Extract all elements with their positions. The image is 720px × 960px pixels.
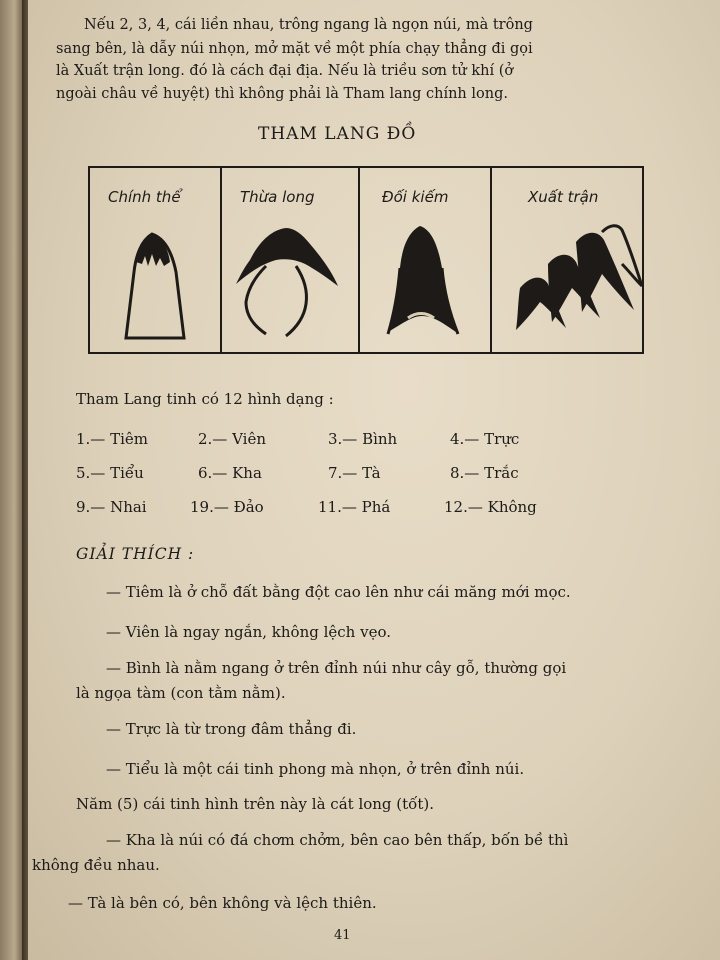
book-page (28, 0, 720, 960)
form-item: 5.— Tiểu (76, 464, 144, 482)
tham-lang-diagram (88, 166, 644, 354)
form-item: 12.— Không (444, 498, 537, 516)
explanation-line: — Tà là bên có, bên không và lệch thiên. (68, 894, 377, 912)
form-item: 9.— Nhai (76, 498, 147, 516)
explanation-line: — Viên là ngay ngắn, không lệch vẹo. (106, 623, 391, 641)
intro-line-1: Nếu 2, 3, 4, cái liền nhau, trông ngang là ngọn núi, mà trông (84, 17, 533, 33)
mountain-chinh-the-icon (126, 234, 184, 338)
form-item: 3.— Bình (328, 430, 398, 448)
page-number: 41 (334, 928, 351, 943)
mountain-drawings (90, 168, 642, 352)
form-item: 7.— Tà (328, 464, 381, 482)
explanation-line: là ngọa tàm (con tằm nằm). (76, 684, 286, 702)
mountain-xuat-tran-icon (516, 226, 642, 330)
panel-label-xuat-tran: Xuất trận (528, 188, 599, 206)
explanation-line: — Tiêm là ở chỗ đất bằng đột cao lên như cái măng mới mọc. (106, 583, 571, 601)
form-item: 4.— Trực (450, 430, 520, 448)
panel-label-chinh-the: Chính thể (108, 188, 181, 206)
forms-intro: Tham Lang tinh có 12 hình dạng : (76, 390, 334, 408)
form-item: 1.— Tiêm (76, 430, 148, 448)
form-item: 8.— Trắc (450, 464, 519, 482)
form-item: 19.— Đảo (190, 498, 264, 516)
explanation-line: không đều nhau. (32, 856, 160, 874)
panel-label-thua-long: Thừa long (240, 188, 315, 206)
form-item: 2.— Viên (198, 430, 266, 448)
form-item: 6.— Kha (198, 464, 262, 482)
panel-label-doi-kiem: Đối kiếm (382, 188, 449, 206)
explanation-line: Năm (5) cái tinh hình trên này là cát long (tốt). (76, 795, 435, 813)
left-page-edge (0, 0, 24, 960)
intro-line-2: sang bên, là dẫy núi nhọn, mở mặt về một phía chạy thẳng đi gọi (56, 41, 533, 57)
explanation-line: — Bình là nằm ngang ở trên đỉnh núi như cây gỗ, thường gọi (106, 659, 567, 677)
explanation-line: — Tiểu là một cái tinh phong mà nhọn, ở trên đỉnh núi. (106, 760, 525, 778)
diagram-title: THAM LANG ĐỒ (258, 124, 417, 144)
intro-line-4: ngoài châu về huyệt) thì không phải là Tham lang chính long. (56, 86, 508, 102)
mountain-doi-kiem-icon (388, 226, 458, 334)
intro-line-3: là Xuất trận long. đó là cách đại địa. Nếu là triều sơn tử khí (ở (56, 63, 514, 79)
section-heading: GIẢI THÍCH : (76, 545, 195, 563)
explanation-line: — Trực là từ trong đâm thẳng đi. (106, 720, 357, 738)
explanation-line: — Kha là núi có đá chơm chởm, bên cao bên thấp, bốn bề thì (106, 831, 569, 849)
mountain-thua-long-icon (236, 228, 338, 336)
form-item: 11.— Phá (318, 498, 391, 516)
